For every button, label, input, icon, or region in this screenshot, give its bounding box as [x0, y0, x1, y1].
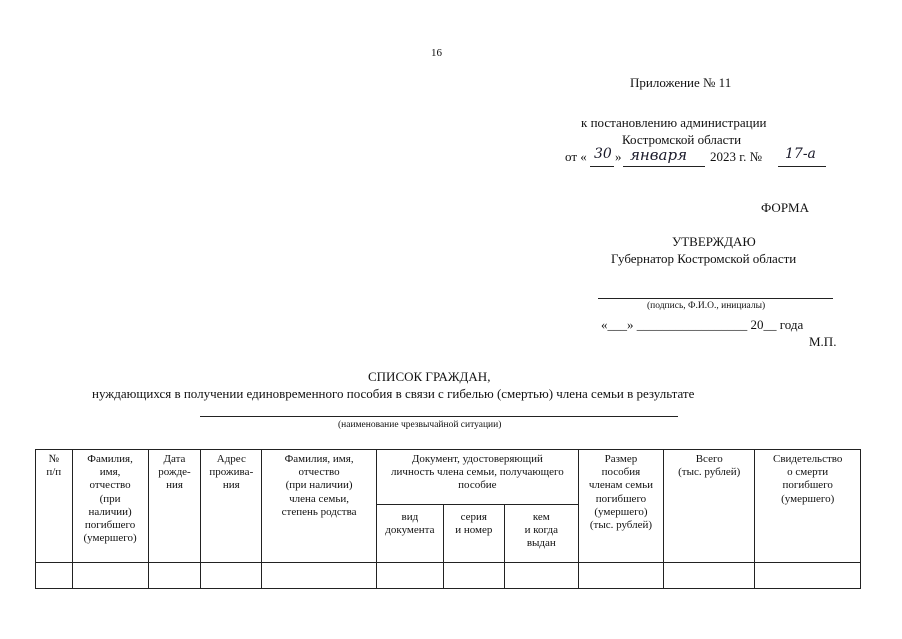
cell-empty	[201, 563, 262, 589]
cell-empty	[755, 563, 861, 589]
cell-empty	[578, 563, 663, 589]
cell-empty	[262, 563, 377, 589]
cell-empty	[148, 563, 201, 589]
appendix-line-1: к постановлению администрации	[581, 115, 767, 130]
cell-empty	[443, 563, 504, 589]
cell-empty	[36, 563, 73, 589]
approval-title: УТВЕРЖДАЮ	[672, 234, 756, 249]
appendix-line-2: Костромской области	[622, 132, 742, 147]
date-month-handwritten: января	[630, 146, 688, 164]
form-label: ФОРМА	[761, 200, 809, 215]
date-day-handwritten: 30	[594, 146, 612, 162]
header-birth-date: Дата рожде- ния	[148, 450, 201, 563]
seal-label: М.П.	[809, 334, 837, 349]
recipients-table	[35, 449, 861, 589]
date-day-underline	[590, 166, 614, 167]
signature-line	[598, 298, 833, 299]
cell-empty	[376, 563, 443, 589]
date-number-underline	[778, 166, 826, 167]
cell-empty	[664, 563, 755, 589]
header-document: Документ, удостоверяющий личность члена семьи, получающего пособие	[376, 450, 578, 505]
approval-subtitle: Губернатор Костромской области	[611, 251, 797, 266]
date-month-underline	[623, 166, 705, 167]
header-certificate: Свидетельство о смерти погибшего (умершего)	[755, 450, 861, 563]
header-address: Адрес проживa- ния	[201, 450, 262, 563]
header-doc-type: вид документа	[376, 505, 443, 563]
signature-caption: (подпись, Ф.И.О., инициалы)	[647, 301, 766, 311]
page-number: 16	[431, 47, 442, 59]
date-mid: »	[615, 149, 622, 164]
header-num: № п/п	[36, 450, 73, 563]
list-title: СПИСОК ГРАЖДАН,	[368, 369, 491, 384]
header-doc-issued: кем и когда выдан	[504, 505, 578, 563]
date-number-handwritten: 17-а	[785, 146, 816, 162]
cell-empty	[72, 563, 148, 589]
header-doc-series: серия и номер	[443, 505, 504, 563]
header-total: Всего (тыс. рублей)	[664, 450, 755, 563]
emergency-name-line	[200, 416, 678, 417]
approval-date-line: «___» _________________ 20__ года	[601, 317, 804, 332]
cell-empty	[504, 563, 578, 589]
date-prefix: от «	[565, 149, 587, 164]
header-benefit-size: Размер пособия членам семьи погибшего (умершего) (тыс. рублей)	[578, 450, 663, 563]
table-row-empty	[36, 563, 861, 589]
emergency-name-caption: (наименование чрезвычайной ситуации)	[338, 420, 502, 430]
list-subtitle: нуждающихся в получении единовременного пособия в связи с гибелью (смертью) члена семьи в результате	[92, 386, 695, 401]
date-year-number: 2023 г. №	[710, 149, 763, 164]
header-fio-member: Фамилия, имя, отчество (при наличии) члена семьи, степень родства	[262, 450, 377, 563]
appendix-title: Приложение № 11	[630, 75, 732, 90]
header-fio-deceased: Фамилия, имя, отчество (при наличии) погибшего (умершего)	[72, 450, 148, 563]
